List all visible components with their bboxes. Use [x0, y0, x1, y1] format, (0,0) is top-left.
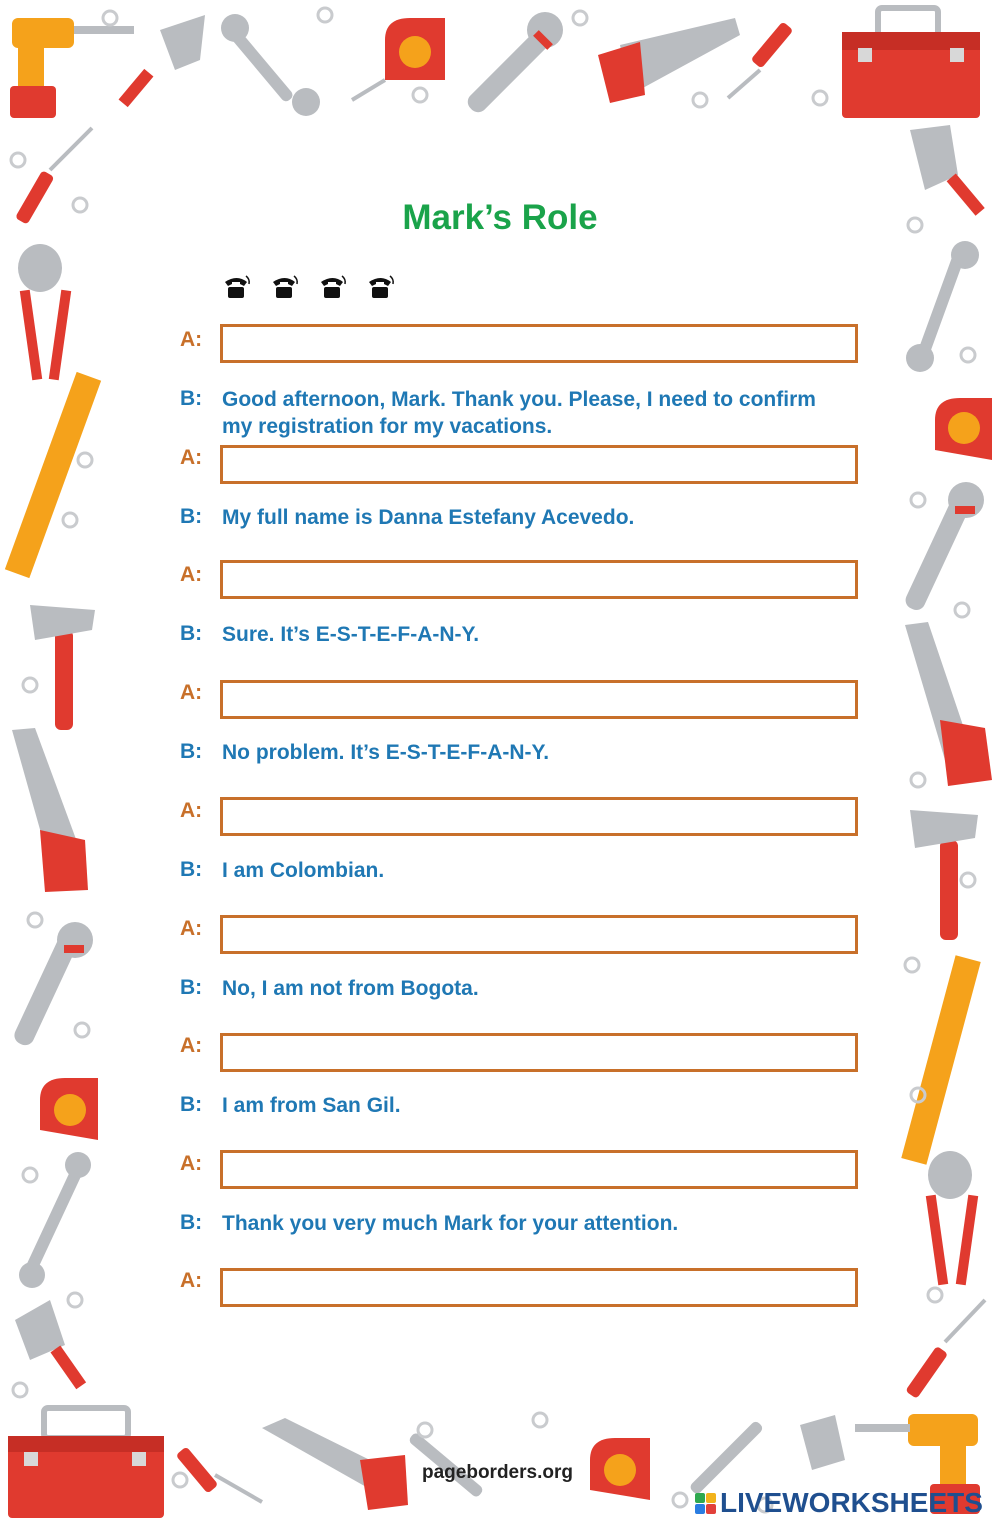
- hammer-icon: [30, 605, 95, 730]
- toolbox-icon: [8, 1408, 164, 1518]
- wrench-icon: [906, 241, 979, 372]
- wrench-icon: [689, 1420, 765, 1496]
- speaker-b-label: B:: [180, 1093, 203, 1116]
- phone-icons-row: [222, 272, 396, 302]
- dialogue-line-6: No, I am not from Bogota.: [222, 977, 479, 1000]
- wrench-icon: [19, 1152, 91, 1288]
- liveworksheets-brand: [695, 1487, 983, 1519]
- hammer-icon: [910, 810, 978, 940]
- level-icon: [901, 955, 980, 1165]
- tape-measure-icon: [40, 1078, 98, 1140]
- saw-icon: [905, 622, 992, 786]
- level-icon: [5, 372, 101, 578]
- answer-field-9[interactable]: [220, 1268, 858, 1307]
- adjustable-wrench-icon: [11, 922, 93, 1048]
- answer-field-3[interactable]: [220, 560, 858, 599]
- screwdriver-icon: [176, 1446, 262, 1502]
- dialogue-line-5: I am Colombian.: [222, 859, 385, 882]
- pliers-icon: [18, 244, 71, 380]
- drill-icon: [10, 18, 134, 118]
- dialogue-line-4: No problem. It’s E-S-T-E-F-A-N-Y.: [222, 741, 550, 764]
- speaker-b-label: B:: [180, 387, 203, 410]
- speaker-b-label: B:: [180, 858, 203, 881]
- telephone-icon: [270, 272, 300, 302]
- speaker-b-label: B:: [180, 1211, 203, 1234]
- answer-field-5[interactable]: [220, 797, 858, 836]
- screwdriver-icon: [905, 1300, 985, 1399]
- liveworksheets-logo-icon: [695, 1493, 716, 1514]
- toolbox-icon: [842, 8, 980, 118]
- dialogue-line-3: Sure. It’s E-S-T-E-F-A-N-Y.: [222, 623, 480, 646]
- adjustable-wrench-icon: [464, 12, 563, 116]
- saw-icon: [12, 728, 88, 892]
- speaker-b-label: B:: [180, 976, 203, 999]
- telephone-icon: [366, 272, 396, 302]
- tape-measure-icon: [935, 398, 992, 460]
- pliers-icon: [926, 1151, 978, 1285]
- tape-measure-icon: [590, 1438, 650, 1500]
- telephone-icon: [222, 272, 252, 302]
- dialogue-line-1: Good afternoon, Mark. Thank you. Please, I need to confirm my registration for my vacations.: [222, 388, 816, 438]
- answer-field-2[interactable]: [220, 445, 858, 484]
- putty-knife-icon: [15, 1300, 86, 1389]
- speaker-a-label: A:: [180, 563, 203, 586]
- speaker-a-label: A:: [180, 446, 203, 469]
- wrench-icon: [221, 14, 320, 116]
- saw-icon: [598, 18, 740, 103]
- speaker-b-label: B:: [180, 505, 203, 528]
- dialogue-line-8: Thank you very much Mark for your attention.: [222, 1212, 679, 1235]
- answer-field-6[interactable]: [220, 915, 858, 954]
- speaker-a-label: A:: [180, 1269, 203, 1292]
- speaker-a-label: A:: [180, 1152, 203, 1175]
- speaker-a-label: A:: [180, 328, 203, 351]
- page-title: Mark’s Role: [402, 198, 598, 237]
- pageborders-credit: pageborders.org: [422, 1462, 573, 1483]
- speaker-a-label: A:: [180, 1034, 203, 1057]
- answer-field-8[interactable]: [220, 1150, 858, 1189]
- dialogue-line-7: I am from San Gil.: [222, 1094, 401, 1117]
- speaker-a-label: A:: [180, 917, 203, 940]
- tape-measure-icon: [352, 18, 445, 100]
- speaker-b-label: B:: [180, 622, 203, 645]
- answer-field-1[interactable]: [220, 324, 858, 363]
- putty-knife-icon: [800, 1415, 845, 1470]
- liveworksheets-wordmark: LIVEWORKSHEETS: [720, 1487, 983, 1518]
- adjustable-wrench-icon: [903, 482, 984, 613]
- speaker-b-label: B:: [180, 740, 203, 763]
- answer-field-7[interactable]: [220, 1033, 858, 1072]
- speaker-a-label: A:: [180, 681, 203, 704]
- answer-field-4[interactable]: [220, 680, 858, 719]
- speaker-a-label: A:: [180, 799, 203, 822]
- dialogue-line-2: My full name is Danna Estefany Acevedo.: [222, 506, 635, 529]
- telephone-icon: [318, 272, 348, 302]
- saw-icon: [262, 1418, 408, 1510]
